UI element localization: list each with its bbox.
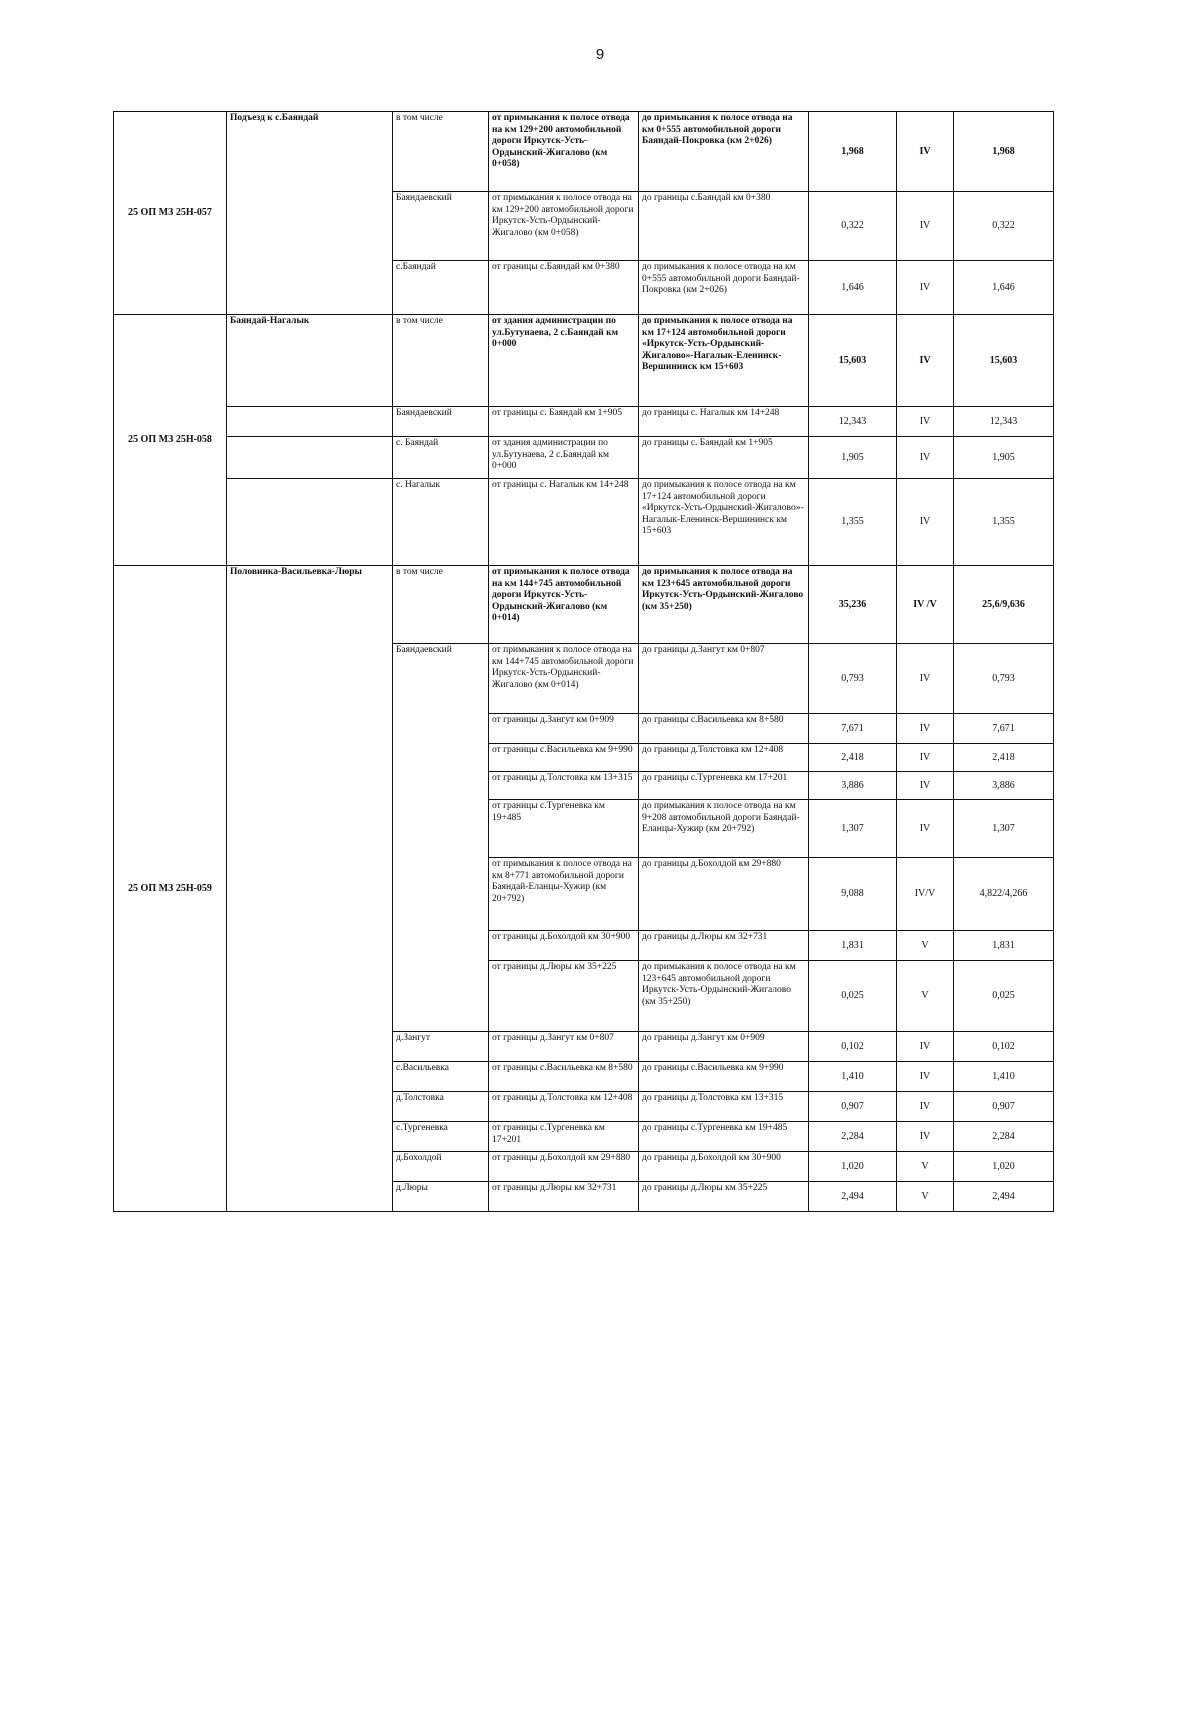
segment-name: Баяндаевский (393, 644, 489, 1032)
segment-end: до границы с.Васильевка км 9+990 (639, 1062, 809, 1092)
segment-name: с.Тургеневка (393, 1122, 489, 1152)
road-category: IV (897, 644, 954, 714)
segment-end: до примыкания к полосе отвода на км 9+208 автомобильной дороги Баяндай-Еланцы-Хужир (км 20+792) (639, 800, 809, 858)
table-row (114, 315, 1054, 407)
segment-length: 0,322 (809, 192, 897, 261)
segment-name: в том числе (393, 315, 489, 407)
segment-length: 3,886 (809, 772, 897, 800)
road-category: IV (897, 315, 954, 407)
table-row (114, 407, 1054, 437)
road-category: V (897, 1182, 954, 1212)
segment-start: от примыкания к полосе отвода на км 129+200 автомобильной дороги Иркутск-Усть-Ордынский-Жигалово (км 0+058) (489, 192, 639, 261)
surface-length: 2,494 (954, 1182, 1054, 1212)
segment-length: 1,968 (809, 112, 897, 192)
surface-length: 1,020 (954, 1152, 1054, 1182)
road-category: IV (897, 407, 954, 437)
segment-name: д.Зангут (393, 1032, 489, 1062)
road-name-empty (227, 479, 393, 566)
segment-start: от границы д.Толстовка км 13+315 (489, 772, 639, 800)
segment-start: от здания администрации по ул.Бутунаева, 2 с.Баяндай км 0+000 (489, 437, 639, 479)
segment-length: 1,905 (809, 437, 897, 479)
segment-start: от границы д.Зангут км 0+909 (489, 714, 639, 744)
road-category: V (897, 931, 954, 961)
segment-start: от границы с.Тургеневка км 17+201 (489, 1122, 639, 1152)
segment-start: от границы д.Бохолдой км 29+880 (489, 1152, 639, 1182)
segment-length: 0,025 (809, 961, 897, 1032)
segment-end: до границы с. Нагалык км 14+248 (639, 407, 809, 437)
road-name: Баяндай-Нагалык (227, 315, 393, 407)
road-name: Подъезд к с.Баяндай (227, 112, 393, 315)
surface-length: 0,322 (954, 192, 1054, 261)
surface-length: 2,418 (954, 744, 1054, 772)
table-row (114, 437, 1054, 479)
segment-start: от примыкания к полосе отвода на км 8+771 автомобильной дороги Баяндай-Еланцы-Хужир (км 20+792) (489, 858, 639, 931)
segment-length: 1,410 (809, 1062, 897, 1092)
segment-end: до примыкания к полосе отвода на км 17+124 автомобильной дороги «Иркутск-Усть-Ордынский-Жигалово»-Нагалык-Еленинск-Вершининск км 15+603 (639, 315, 809, 407)
table-row (114, 112, 1054, 192)
road-name: Половинка-Васильевка-Люры (227, 566, 393, 1212)
segment-length: 1,831 (809, 931, 897, 961)
surface-length: 7,671 (954, 714, 1054, 744)
road-category: IV (897, 1122, 954, 1152)
surface-length: 15,603 (954, 315, 1054, 407)
road-category: IV (897, 112, 954, 192)
segment-length: 2,284 (809, 1122, 897, 1152)
surface-length: 1,905 (954, 437, 1054, 479)
segment-start: от границы с.Баяндай км 0+380 (489, 261, 639, 315)
segment-end: до границы с.Тургеневка км 19+485 (639, 1122, 809, 1152)
road-category: IV (897, 800, 954, 858)
road-category: IV (897, 1062, 954, 1092)
segment-end: до примыкания к полосе отвода на км 123+645 автомобильной дороги Иркутск-Усть-Ордынский-Жигалово (км 35+250) (639, 961, 809, 1032)
road-category: IV (897, 261, 954, 315)
road-code: 25 ОП МЗ 25Н-058 (114, 315, 227, 566)
segment-start: от границы д.Люры км 32+731 (489, 1182, 639, 1212)
segment-end: до границы с.Тургеневка км 17+201 (639, 772, 809, 800)
surface-length: 1,831 (954, 931, 1054, 961)
segment-start: от границы с. Нагалык км 14+248 (489, 479, 639, 566)
road-category: IV /V (897, 566, 954, 644)
road-category: V (897, 1152, 954, 1182)
road-code: 25 ОП МЗ 25Н-057 (114, 112, 227, 315)
road-category: IV (897, 1092, 954, 1122)
segment-length: 1,646 (809, 261, 897, 315)
surface-length: 4,822/4,266 (954, 858, 1054, 931)
surface-length: 1,646 (954, 261, 1054, 315)
segment-length: 1,020 (809, 1152, 897, 1182)
segment-start: от границы д.Бохолдой км 30+900 (489, 931, 639, 961)
segment-start: от примыкания к полосе отвода на км 144+745 автомобильной дороги Иркутск-Усть-Ордынский-Жигалово (км 0+014) (489, 644, 639, 714)
segment-end: до границы д.Толстовка км 13+315 (639, 1092, 809, 1122)
road-name-empty (227, 407, 393, 437)
segment-end: до границы д.Бохолдой км 29+880 (639, 858, 809, 931)
road-category: IV (897, 192, 954, 261)
table-row (114, 479, 1054, 566)
segment-start: от границы с.Васильевка км 9+990 (489, 744, 639, 772)
segment-name: с. Баяндай (393, 437, 489, 479)
segment-end: до границы д.Толстовка км 12+408 (639, 744, 809, 772)
segment-end: до границы д.Зангут км 0+909 (639, 1032, 809, 1062)
segment-start: от примыкания к полосе отвода на км 129+200 автомобильной дороги Иркутск-Усть-Ордынский-Жигалово (км 0+058) (489, 112, 639, 192)
segment-end: до границы д.Люры км 32+731 (639, 931, 809, 961)
segment-end: до границы д.Люры км 35+225 (639, 1182, 809, 1212)
segment-start: от границы с. Баяндай км 1+905 (489, 407, 639, 437)
surface-length: 3,886 (954, 772, 1054, 800)
road-category: V (897, 961, 954, 1032)
road-category: IV (897, 772, 954, 800)
segment-name: д.Бохолдой (393, 1152, 489, 1182)
surface-length: 25,6/9,636 (954, 566, 1054, 644)
segment-name: с.Васильевка (393, 1062, 489, 1092)
segment-length: 0,102 (809, 1032, 897, 1062)
surface-length: 2,284 (954, 1122, 1054, 1152)
segment-length: 9,088 (809, 858, 897, 931)
segment-length: 1,307 (809, 800, 897, 858)
segment-name: д.Люры (393, 1182, 489, 1212)
segment-end: до границы с.Баяндай км 0+380 (639, 192, 809, 261)
segment-end: до примыкания к полосе отвода на км 17+124 автомобильной дороги «Иркутск-Усть-Ордынский-Жигалово»-Нагалык-Еленинск-Вершининск км 15+603 (639, 479, 809, 566)
road-name-empty (227, 437, 393, 479)
segment-length: 0,793 (809, 644, 897, 714)
segment-name: с. Нагалык (393, 479, 489, 566)
roads-table (113, 111, 1054, 1212)
segment-length: 1,355 (809, 479, 897, 566)
segment-end: до границы с.Васильевка км 8+580 (639, 714, 809, 744)
segment-length: 7,671 (809, 714, 897, 744)
segment-name: в том числе (393, 566, 489, 644)
table-row (114, 566, 1054, 644)
road-category: IV/V (897, 858, 954, 931)
road-category: IV (897, 714, 954, 744)
segment-length: 2,494 (809, 1182, 897, 1212)
segment-length: 15,603 (809, 315, 897, 407)
segment-name: с.Баяндай (393, 261, 489, 315)
surface-length: 0,102 (954, 1032, 1054, 1062)
segment-end: до границы д.Бохолдой км 30+900 (639, 1152, 809, 1182)
surface-length: 0,907 (954, 1092, 1054, 1122)
segment-start: от границы д.Люры км 35+225 (489, 961, 639, 1032)
segment-end: до примыкания к полосе отвода на км 0+555 автомобильной дороги Баяндай-Покровка (км 2+026) (639, 112, 809, 192)
segment-end: до границы д.Зангут км 0+807 (639, 644, 809, 714)
segment-end: до примыкания к полосе отвода на км 0+555 автомобильной дороги Баяндай-Покровка (км 2+026) (639, 261, 809, 315)
road-code: 25 ОП МЗ 25Н-059 (114, 566, 227, 1212)
segment-name: д.Толстовка (393, 1092, 489, 1122)
segment-name: в том числе (393, 112, 489, 192)
road-category: IV (897, 744, 954, 772)
segment-name: Баяндаевский (393, 192, 489, 261)
road-category: IV (897, 437, 954, 479)
surface-length: 0,025 (954, 961, 1054, 1032)
segment-length: 35,236 (809, 566, 897, 644)
segment-start: от примыкания к полосе отвода на км 144+745 автомобильной дороги Иркутск-Усть-Ордынский-Жигалово (км 0+014) (489, 566, 639, 644)
segment-end: до границы с. Баяндай км 1+905 (639, 437, 809, 479)
segment-start: от границы с.Васильевка км 8+580 (489, 1062, 639, 1092)
surface-length: 1,355 (954, 479, 1054, 566)
page-number: 9 (595, 46, 605, 63)
roads-table-body (114, 112, 1054, 1212)
segment-start: от границы д.Толстовка км 12+408 (489, 1092, 639, 1122)
surface-length: 12,343 (954, 407, 1054, 437)
segment-end: до примыкания к полосе отвода на км 123+645 автомобильной дороги Иркутск-Усть-Ордынский-Жигалово (км 35+250) (639, 566, 809, 644)
surface-length: 1,410 (954, 1062, 1054, 1092)
segment-name: Баяндаевский (393, 407, 489, 437)
segment-start: от здания администрации по ул.Бутунаева, 2 с.Баяндай км 0+000 (489, 315, 639, 407)
segment-length: 12,343 (809, 407, 897, 437)
surface-length: 1,968 (954, 112, 1054, 192)
surface-length: 0,793 (954, 644, 1054, 714)
road-category: IV (897, 1032, 954, 1062)
segment-length: 2,418 (809, 744, 897, 772)
segment-length: 0,907 (809, 1092, 897, 1122)
road-category: IV (897, 479, 954, 566)
surface-length: 1,307 (954, 800, 1054, 858)
segment-start: от границы д.Зангут км 0+807 (489, 1032, 639, 1062)
segment-start: от границы с.Тургеневка км 19+485 (489, 800, 639, 858)
